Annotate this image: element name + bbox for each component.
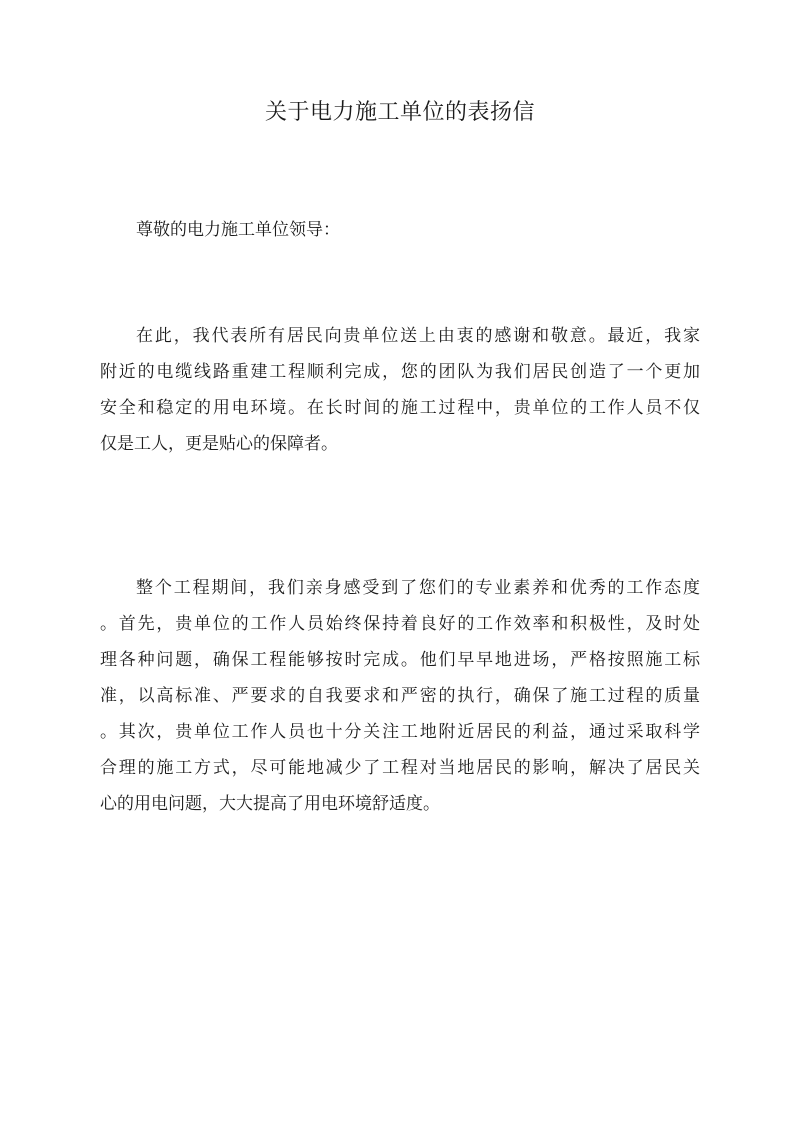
salutation: 尊敬的电力施工单位领导： [136, 220, 340, 240]
paragraph-line: 合理的施工方式，尽可能地减少了工程对当地居民的影响，解决了居民关 [100, 758, 700, 778]
paragraph-2 [100, 570, 700, 822]
paragraph-line: 附近的电缆线路重建工程顺利完成，您的团队为我们居民创造了一个更加 [100, 362, 700, 382]
paragraph-line: 。首先，贵单位的工作人员始终保持着良好的工作效率和积极性，及时处 [100, 614, 700, 634]
document-title: 关于电力施工单位的表扬信 [264, 100, 535, 125]
paragraph-line: 在此，我代表所有居民向贵单位送上由衷的感谢和敬意。最近，我家 [136, 326, 700, 346]
paragraph-1 [100, 318, 700, 462]
paragraph-line: 仅是工人，更是贴心的保障者。 [100, 434, 338, 454]
paragraph-line: 准，以高标准、严要求的自我要求和严密的执行，确保了施工过程的质量 [100, 686, 700, 706]
paragraph-line: 心的用电问题，大大提高了用电环境舒适度。 [100, 794, 440, 814]
paragraph-line: 。其次，贵单位工作人员也十分关注工地附近居民的利益，通过采取科学 [100, 722, 700, 742]
paragraph-line: 整个工程期间，我们亲身感受到了您们的专业素养和优秀的工作态度 [136, 578, 700, 598]
paragraph-line: 理各种问题，确保工程能够按时完成。他们早早地进场，严格按照施工标 [100, 650, 700, 670]
paragraph-line: 安全和稳定的用电环境。在长时间的施工过程中，贵单位的工作人员不仅 [100, 398, 700, 418]
